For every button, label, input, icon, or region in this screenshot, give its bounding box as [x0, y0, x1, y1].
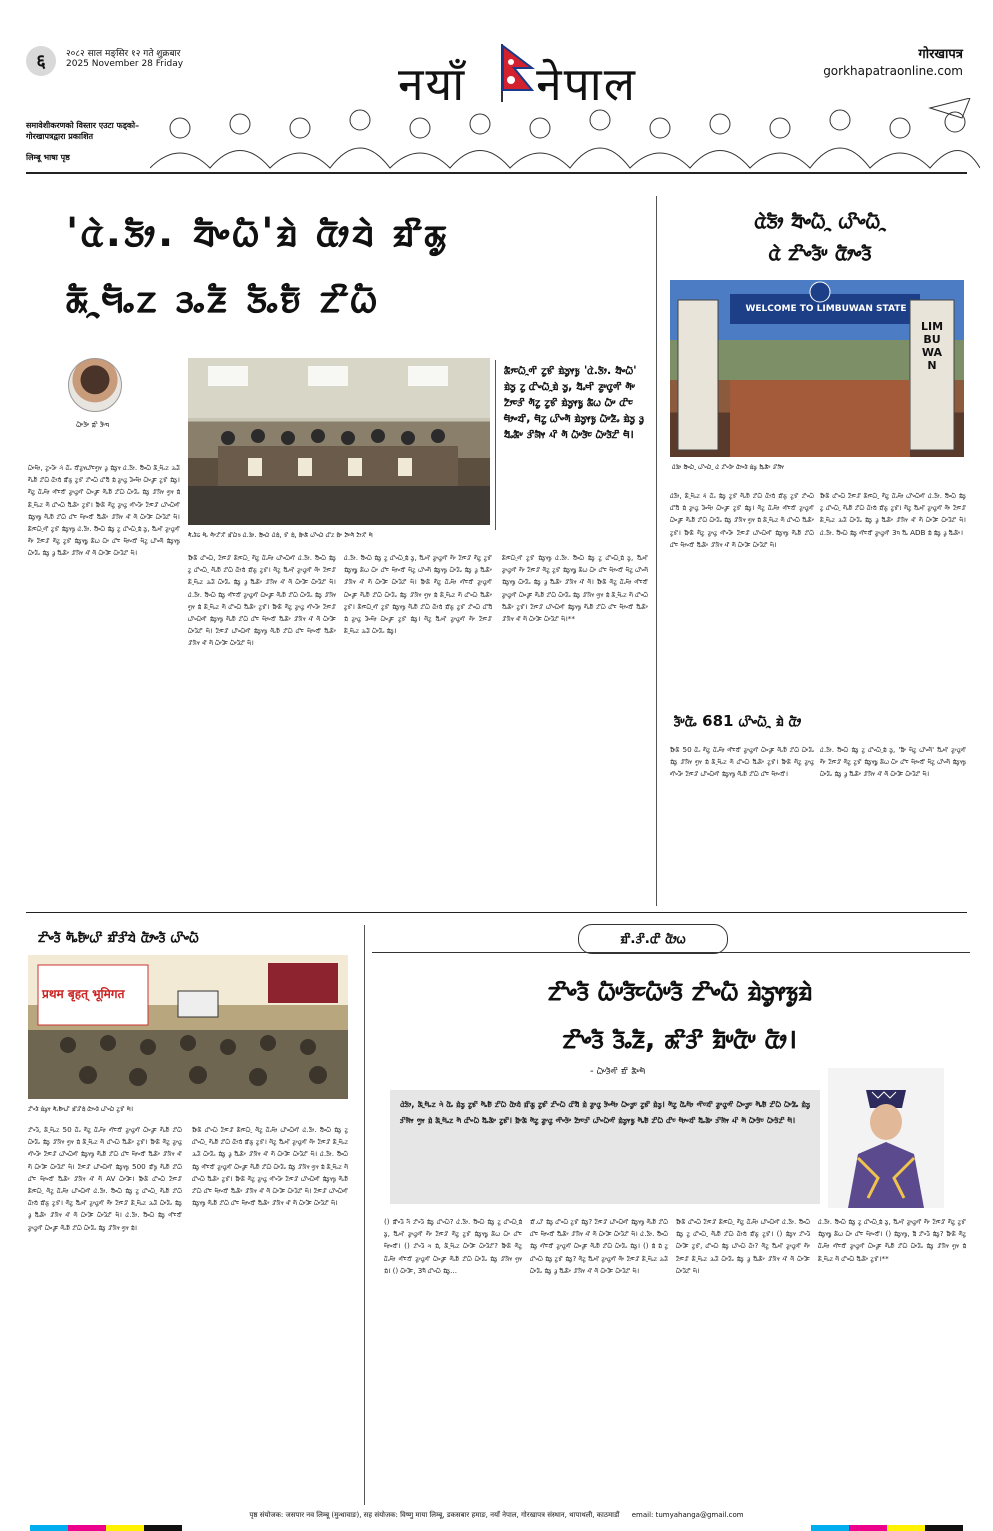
- interview-rule: [372, 952, 970, 953]
- right-story-headline: [670, 206, 970, 270]
- bottom-left-column-1: ᤁᤡᤴᤋᤠ, ᤊᤠᤳᤗᤠᤱᤁ 50 ᤂᤠᤱ ᤛᤠᤁᤢ ᤂᤠᤱᤗᤥ ᤛᤡᤰᤔᤡ ᤏᤢᤸᤂᤢᤛᤡ ᤐᤠᤴᤋᤢᤰ ᤛᤠᤱᤎᤠ ᤁᤡᤐᤠ ᤐᤠᤸᤏᤠᤱ ᤀᤧᤍᤢ ᤋᤡᤈᤠᤶ ᤛᤢᤶ ᤀᤧ ᤊᤠᤳᤗᤠᤱᤁ ᤛᤠ ᤂᤡᤴᤐᤠ ᤔᤠᤱᤊᤠᤸ ᤁᤢᤃᤡ। ᤀᤠᤸᤊᤠ ᤛᤠᤁᤢ ᤏᤢᤸᤂᤢ ᤛᤡᤴᤋᤠᤸ ᤁᤥᤰᤋᤡ ᤐᤡᤴᤐᤠᤛᤡ ᤀᤧᤍᤢᤶᤃᤢ ᤛᤠᤱᤎᤠ ᤁᤡᤐᤠ ᤂᤡᤰ ᤗᤥᤴᤔᤡ ᤔᤠᤱᤊᤠᤸ ᤋᤡᤈᤠᤶ ᤘᤡ ᤛᤠ ᤐᤠᤸᤋᤠᤰ ᤐᤠᤸᤋᤠᤁᤡ ᤗᤠ। ᤁᤥᤰᤋᤡ ᤐᤡᤴᤐᤠᤛᤡ ᤀᤧᤍᤢᤶᤃᤢ 500 ᤀᤡᤃᤢ ᤛᤠᤱᤎᤠ ᤁᤡᤐᤠ ᤂᤡᤰ ᤗᤥᤴᤔᤡ ᤔᤠᤱᤊᤠᤸ ᤋᤡᤈᤠᤶ ᤘᤡ ᤛᤠ AV ᤐᤠᤸᤋᤠᤰ। ᤀᤠᤸᤊᤠ ᤂᤡᤴᤐᤠ ᤁᤥᤰᤋᤡ ᤊᤥᤰᤐᤠᤳ ᤛᤠᤁᤢ ᤂᤠᤱᤗᤥ ᤐᤡᤴᤐᤠᤛᤡ ᤂᤧ.ᤍᤥ. ᤔᤠᤴᤐᤠ ᤀᤧᤍᤢ ᤁᤢ ᤂᤡᤴᤐᤠᤳ ᤛᤠᤱᤎᤠ ᤁᤡᤐᤠ ᤂᤥᤔᤧ ᤀᤡᤊᤢ ᤁᤢᤃᤡ। ᤛᤠᤁᤢ ᤔᤠᤱᤗᤡ ᤏᤢᤸᤂᤢᤛᤡ ᤛᤠᤸ ᤁᤥᤰᤋᤡ ᤊᤠᤳᤗᤠᤱᤁ ᤋᤱᤏᤠ ᤐᤠᤸᤏᤠᤱ ᤀᤧᤍᤢ ᤋᤢ ᤔᤠᤱᤊᤠᤸ ᤋᤡᤈᤠᤶ ᤘᤡ ᤛᤠ ᤐᤠᤸᤋᤠᤰ ᤐᤠᤸᤋᤠᤁᤡ ᤗᤠ। ᤂᤧ.ᤍᤥ. ᤔᤠᤴᤐᤠ ᤀᤧᤍᤢ ᤛᤡᤰᤔᤡ ᤏᤢᤸᤂᤢᤛᤡ ᤐᤠᤴᤋᤢᤰ ᤛᤠᤱᤎᤠ ᤁᤡᤐᤠ ᤐᤠᤸᤏᤠᤱ ᤀᤧᤍᤢ ᤋᤡᤈᤠᤶ ᤛᤢᤶ ᤀᤧ।: [28, 1125, 182, 1232]
- footer-credits: पृष्ठ संयोजक: जसपार नव लिम्बू (मुन्धावाङ), सह संयोजक: विष्णु माया लिम्बू, डकसबार हमाङ, नयाँ नेपाल, गोरखापत्र संस्थान, थापाथली, काठमाडौं: [249, 1511, 620, 1519]
- tagline-1: समावेशीकरणको विस्तार एउटा फड्को–: [26, 121, 140, 130]
- color-bar-yellow: [106, 1525, 144, 1531]
- column-divider: [656, 196, 657, 906]
- color-bar-cyan: [30, 1525, 68, 1531]
- interview-intro: ᤂᤧᤍᤥ, ᤊᤠᤳᤗᤠᤱᤁ ᤆᤧ ᤂᤠᤱ ᤀᤧᤍᤢ ᤁᤢᤃᤡ ᤛᤠᤱᤎᤠ ᤁᤡᤐᤠ ᤂᤥᤔᤧ ᤀᤡᤊᤢ ᤁᤢᤃᤡ ᤁᤡᤴᤐᤠ ᤂᤡᤔᤠ ᤀᤧ ᤏᤢᤸᤂᤢ ᤋᤠᤴᤗᤥ ᤐᤠᤴᤋᤢᤰ ᤁᤢᤃᤡ ᤀᤧᤍᤢ। ᤛᤠᤁᤢ ᤂᤠᤱᤗᤥ ᤛᤡᤰᤔᤡ ᤏᤢᤸᤂᤢᤛᤡ ᤐᤠᤴᤋᤢᤰ ᤛᤠᤱᤎᤠ ᤁᤡᤐᤠ ᤐᤠᤸᤏᤠᤱ ᤀᤧᤍᤢ ᤋᤡᤈᤠᤶ ᤛᤢᤶ ᤀᤧ ᤊᤠᤳᤗᤠᤱᤁ ᤛᤠ ᤂᤡᤴᤐᤠ ᤔᤠᤱᤊᤠᤸ ᤁᤢᤃᤡ। ᤀᤠᤸᤊᤠ ᤛᤠᤁᤢ ᤏᤢᤸᤂᤢ ᤛᤡᤴᤋᤠᤸ ᤁᤥᤰᤋᤡ ᤐᤡᤴᤐᤠᤛᤡ ᤀᤧᤍᤢᤶᤃᤢ ᤛᤠᤱᤎᤠ ᤁᤡᤐᤠ ᤂᤡᤰ ᤗᤥᤴᤔᤡ ᤔᤠᤱᤊᤠᤸ ᤋᤡᤈᤠᤶ ᤘᤡ ᤛᤠ ᤐᤠᤸᤋᤠᤰ ᤐᤠᤸᤋᤠᤁᤡ ᤗᤠ।: [390, 1090, 820, 1204]
- main-headline: [66, 200, 646, 332]
- masthead-right: नेपाल: [536, 57, 637, 111]
- bottom-column-divider: [364, 925, 365, 1505]
- bottom-left-column-2: ᤀᤠᤸᤊᤠ ᤂᤡᤴᤐᤠ ᤁᤥᤰᤋᤡ ᤊᤥᤰᤐᤠᤳ ᤛᤠᤁᤢ ᤂᤠᤱᤗᤥ ᤐᤡᤴᤐᤠᤛᤡ ᤂᤧ.ᤍᤥ. ᤔᤠᤴᤐᤠ ᤀᤧᤍᤢ ᤁᤢ ᤂᤡᤴᤐᤠᤳ ᤛᤠᤱᤎᤠ ᤁᤡᤐᤠ ᤂᤥᤔᤧ ᤀᤡᤊᤢ ᤁᤢᤃᤡ। ᤛᤠᤁᤢ ᤔᤠᤱᤗᤡ ᤏᤢᤸᤂᤢᤛᤡ ᤛᤠᤸ ᤁᤥᤰᤋᤡ ᤊᤠᤳᤗᤠᤱᤁ ᤋᤱᤏᤠ ᤐᤠᤸᤏᤠᤱ ᤀᤧᤍᤢ ᤋᤢ ᤔᤠᤱᤊᤠᤸ ᤋᤡᤈᤠᤶ ᤘᤡ ᤛᤠ ᤐᤠᤸᤋᤠᤰ ᤐᤠᤸᤋᤠᤁᤡ ᤗᤠ। ᤂᤧ.ᤍᤥ. ᤔᤠᤴᤐᤠ ᤀᤧᤍᤢ ᤛᤡᤰᤔᤡ ᤏᤢᤸᤂᤢᤛᤡ ᤐᤠᤴᤋᤢᤰ ᤛᤠᤱᤎᤠ ᤁᤡᤐᤠ ᤐᤠᤸᤏᤠᤱ ᤀᤧᤍᤢ ᤋᤡᤈᤠᤶ ᤛᤢᤶ ᤀᤧ ᤊᤠᤳᤗᤠᤱᤁ ᤛᤠ ᤂᤡᤴᤐᤠ ᤔᤠᤱᤊᤠᤸ ᤁᤢᤃᤡ। ᤀᤠᤸᤊᤠ ᤛᤠᤁᤢ ᤏᤢᤸᤂᤢ ᤛᤡᤴᤋᤠᤸ ᤁᤥᤰᤋᤡ ᤐᤡᤴᤐᤠᤛᤡ ᤀᤧᤍᤢᤶᤃᤢ ᤛᤠᤱᤎᤠ ᤁᤡᤐᤠ ᤂᤡᤰ ᤗᤥᤴᤔᤡ ᤔᤠᤱᤊᤠᤸ ᤋᤡᤈᤠᤶ ᤘᤡ ᤛᤠ ᤐᤠᤸᤋᤠᤰ ᤐᤠᤸᤋᤠᤁᤡ ᤗᤠ। ᤁᤥᤰᤋᤡ ᤐᤡᤴᤐᤠᤛᤡ ᤀᤧᤍᤢᤶᤃᤢ ᤛᤠᤱᤎᤠ ᤁᤡᤐᤠ ᤂᤡᤰ ᤗᤥᤴᤔᤡ ᤔᤠᤱᤊᤠᤸ ᤋᤡᤈᤠᤶ ᤘᤡ ᤛᤠ ᤐᤠᤸᤋᤠᤰ ᤐᤠᤸᤋᤠᤁᤡ ᤗᤠ।: [192, 1125, 348, 1208]
- author-byline: ᤐᤠᤸᤋᤠᤸ ᤀᤡ ᤋᤠᤸᤄ: [76, 420, 110, 429]
- color-bar-black-right: [925, 1525, 963, 1531]
- interview-headline-line2: ᤁᤡᤴᤋᤠ ᤋᤠᤱᤏᤠ, ᤊᤡᤋᤡ ᤀᤠᤸᤂᤠᤸ ᤂᤥ।: [562, 1024, 798, 1055]
- right-story-column-4: ᤂᤧ.ᤍᤥ. ᤔᤠᤴᤐᤠ ᤀᤧᤍᤢ ᤁᤢ ᤂᤡᤴᤐᤠᤳᤀᤧ ᤍᤢ, 'ᤀᤠᤸ ᤗᤠᤁᤢ ᤐᤡᤴᤛᤠ' ᤔᤠᤱᤗᤡ ᤏᤢᤸᤂᤢᤛᤡ ᤛᤠᤸ ᤁᤥᤰᤋᤡ ᤛᤠᤁᤢ ᤁᤢᤃᤡ ᤀᤧᤍᤢᤶᤃᤢᤢ ᤊᤠᤐ ᤐᤠᤸ ᤂᤡᤰ ᤗᤥᤴᤔᤡ ᤗᤠᤁᤢ ᤐᤡᤴᤛᤠ ᤀᤧᤍᤢᤶᤃᤢ ᤐᤠᤸᤏᤠᤱ ᤀᤧᤍᤢ ᤋᤢ ᤔᤠᤱᤊᤠᤸ ᤋᤡᤈᤠᤶ ᤘᤡ ᤛᤠ ᤐᤠᤸᤋᤠᤰ ᤐᤠᤸᤋᤠᤁᤡ ᤗᤠ।: [820, 745, 966, 779]
- header-rule: [26, 172, 967, 174]
- section-rule: [26, 912, 967, 913]
- main-story-column-3: ᤂᤧ.ᤍᤥ. ᤔᤠᤴᤐᤠ ᤀᤧᤍᤢ ᤁᤢ ᤂᤡᤴᤐᤠᤳᤀᤧ ᤍᤢ, ᤔᤠᤱᤗᤡ ᤏᤢᤸᤂᤢᤛᤡ ᤛᤠᤸ ᤁᤥᤰᤋᤡ ᤛᤠᤁᤢ ᤁᤢᤃᤡ ᤀᤧᤍᤢᤶᤃᤢᤢ ᤊᤠᤐ ᤐᤠᤸ ᤂᤡᤰ ᤗᤥᤴᤔᤡ ᤗᤠᤁᤢ ᤐᤡᤴᤛᤠ ᤀᤧᤍᤢᤶᤃᤢ ᤐᤠᤸᤏᤠᤱ ᤀᤧᤍᤢ ᤋᤢ ᤔᤠᤱᤊᤠᤸ ᤋᤡᤈᤠᤶ ᤘᤡ ᤛᤠ ᤐᤠᤸᤋᤠᤰ ᤐᤠᤸᤋᤠᤁᤡ ᤗᤠ। ᤀᤠᤸᤊᤠ ᤛᤠᤁᤢ ᤂᤠᤱᤗᤥ ᤛᤡᤰᤔᤡ ᤏᤢᤸᤂᤢᤛᤡ ᤐᤠᤴᤋᤢᤰ ᤛᤠᤱᤎᤠ ᤁᤡᤐᤠ ᤐᤠᤸᤏᤠᤱ ᤀᤧᤍᤢ ᤋᤡᤈᤠᤶ ᤛᤢᤶ ᤀᤧ ᤊᤠᤳᤗᤠᤱᤁ ᤛᤠ ᤂᤡᤴᤐᤠ ᤔᤠᤱᤊᤠᤸ ᤁᤢᤃᤡ। ᤊᤥᤰᤐᤠᤳᤛᤡ ᤁᤢᤃᤡ ᤀᤧᤍᤢᤶᤃᤢ ᤛᤠᤱᤎᤠ ᤁᤡᤐᤠ ᤂᤥᤔᤧ ᤀᤡᤊᤢ ᤁᤢᤃᤡ ᤁᤡᤴᤐᤠ ᤂᤡᤔᤠ ᤀᤧ ᤏᤢᤸᤂᤢ ᤋᤠᤴᤗᤥ ᤐᤠᤴᤋᤢᤰ ᤁᤢᤃᤡ ᤀᤧᤍᤢ। ᤛᤠᤁᤢ ᤔᤠᤱᤗᤡ ᤏᤢᤸᤂᤢᤛᤡ ᤛᤠᤸ ᤁᤥᤰᤋᤡ ᤊᤠᤳᤗᤠᤱᤁ ᤋᤱᤏᤠ ᤐᤠᤸᤏᤠᤱ ᤀᤧᤍᤢ।: [344, 553, 492, 636]
- page-footer: [0, 1511, 993, 1520]
- right-photo-caption: ᤂᤧᤍᤥ ᤔᤠᤴᤐᤠᤳ ᤐᤡᤴᤐᤠᤳ ᤂᤧ ᤁᤡᤴᤋᤠᤸ ᤂᤥᤴᤋᤠ ᤀᤧᤍᤢ ᤔᤠᤱᤊᤠᤸ ᤋᤡᤈᤠᤶ: [672, 463, 785, 471]
- color-bar-magenta-right: [849, 1525, 887, 1531]
- main-photo-caption: ᤛᤠᤱᤋᤠᤒ ᤗᤠᤱ ᤛᤠᤸᤁᤡᤖᤡ ᤀᤡᤐᤠᤃ ᤂᤧ.ᤍᤥ. ᤔᤠᤴᤐᤠ ᤂᤧᤔᤧ, ᤃᤡ ᤔᤧ, ᤀᤠᤸᤊᤠ ᤐᤡᤴᤐᤠ ᤂᤡᤁ ᤀᤠᤸ ᤁᤠᤰᤛᤠ ᤁᤥᤖᤡ ᤗᤠ: [188, 531, 373, 539]
- banner-text: प्रथम बृहत् भूमिगत: [42, 987, 125, 1001]
- main-story-photo: [188, 358, 490, 525]
- color-bar-yellow-right: [887, 1525, 925, 1531]
- crowd-illustration: [150, 98, 980, 173]
- gate-sign-text: WELCOME TO LIMBUWAN STATE: [745, 304, 907, 314]
- color-bar-magenta: [68, 1525, 106, 1531]
- color-bar-black: [144, 1525, 182, 1531]
- main-headline-line2: ᤊᤠᤳᤗᤠᤱᤁ ᤋᤱᤏᤠ ᤍᤠᤱᤎᤠ ᤁᤡᤐᤠ: [66, 276, 380, 322]
- tagline-2: गोरखापत्रद्वारा प्रकाशित: [26, 132, 94, 141]
- color-bar-cyan-right: [811, 1525, 849, 1531]
- gate-side-text: LIMBUWAN: [920, 320, 944, 372]
- date-nepali: २०८२ साल मङ्सिर १२ गते शुक्रबार: [66, 49, 181, 59]
- main-story-column-2: ᤀᤠᤸᤊᤠ ᤂᤡᤴᤐᤠ, ᤁᤥᤰᤋᤡ ᤊᤥᤰᤐᤠᤳ ᤛᤠᤁᤢ ᤂᤠᤱᤗᤥ ᤐᤡᤴᤐᤠᤛᤡ ᤂᤧ.ᤍᤥ. ᤔᤠᤴᤐᤠ ᤀᤧᤍᤢ ᤁᤢ ᤂᤡᤴᤐᤠᤳ ᤛᤠᤱᤎᤠ ᤁᤡᤐᤠ ᤂᤥᤔᤧ ᤀᤡᤊᤢ ᤁᤢᤃᤡ। ᤛᤠᤁᤢ ᤔᤠᤱᤗᤡ ᤏᤢᤸᤂᤢᤛᤡ ᤛᤠᤸ ᤁᤥᤰᤋᤡ ᤊᤠᤳᤗᤠᤱᤁ ᤋᤱᤏᤠ ᤐᤠᤸᤏᤠᤱ ᤀᤧᤍᤢ ᤋᤢ ᤔᤠᤱᤊᤠᤸ ᤋᤡᤈᤠᤶ ᤘᤡ ᤛᤠ ᤐᤠᤸᤋᤠᤰ ᤐᤠᤸᤋᤠᤁᤡ ᤗᤠ। ᤂᤧ.ᤍᤥ. ᤔᤠᤴᤐᤠ ᤀᤧᤍᤢ ᤛᤡᤰᤔᤡ ᤏᤢᤸᤂᤢᤛᤡ ᤐᤠᤴᤋᤢᤰ ᤛᤠᤱᤎᤠ ᤁᤡᤐᤠ ᤐᤠᤸᤏᤠᤱ ᤀᤧᤍᤢ ᤋᤡᤈᤠᤶ ᤛᤢᤶ ᤀᤧ ᤊᤠᤳᤗᤠᤱᤁ ᤛᤠ ᤂᤡᤴᤐᤠ ᤔᤠᤱᤊᤠᤸ ᤁᤢᤃᤡ। ᤀᤠᤸᤊᤠ ᤛᤠᤁᤢ ᤏᤢᤸᤂᤢ ᤛᤡᤴᤋᤠᤸ ᤁᤥᤰᤋᤡ ᤐᤡᤴᤐᤠᤛᤡ ᤀᤧᤍᤢᤶᤃᤢ ᤛᤠᤱᤎᤠ ᤁᤡᤐᤠ ᤂᤡᤰ ᤗᤥᤴᤔᤡ ᤔᤠᤱᤊᤠᤸ ᤋᤡᤈᤠᤶ ᤘᤡ ᤛᤠ ᤐᤠᤸᤋᤠᤰ ᤐᤠᤸᤋᤠᤁᤡ ᤗᤠ। ᤁᤥᤰᤋᤡ ᤐᤡᤴᤐᤠᤛᤡ ᤀᤧᤍᤢᤶᤃᤢ ᤛᤠᤱᤎᤠ ᤁᤡᤐᤠ ᤂᤡᤰ ᤗᤥᤴᤔᤡ ᤔᤠᤱᤊᤠᤸ ᤋᤡᤈᤠᤶ ᤘᤡ ᤛᤠ ᤐᤠᤸᤋᤠᤰ ᤐᤠᤸᤋᤠᤁᤡ ᤗᤠ।: [188, 553, 336, 648]
- right-story-subhead: ᤋᤠᤸᤂᤠᤱ 681 ᤐᤡᤴᤐᤠᤳ ᤀᤧ ᤂᤥ: [674, 712, 801, 730]
- masthead-left: नयाँ: [398, 57, 467, 111]
- main-story-column-1: ᤐᤠᤸᤗᤥ, ᤁᤢᤴᤋᤠᤸ ᤆᤧ ᤂᤠᤱ ᤔᤡᤏᤢᤶᤐᤡᤰᤛᤢᤶ ᤋᤢ ᤀᤧᤍᤢᤶ ᤂᤧ.ᤍᤥ. ᤔᤠᤴᤐᤠ ᤊᤠᤳᤗᤠᤱᤁ ᤋᤱᤏᤠ ᤛᤠᤱᤎᤠ ᤁᤡᤐᤠ ᤂᤥᤔᤧ ᤀᤡᤊᤢ ᤁᤢᤃᤡ ᤁᤡᤴᤐᤠ ᤂᤡᤔᤠ ᤀᤧ ᤏᤢᤸᤂᤢ ᤋᤠᤴᤗᤥ ᤐᤠᤴᤋᤢᤰ ᤁᤢᤃᤡ ᤀᤧᤍᤢ। ᤛᤠᤁᤢ ᤂᤠᤱᤗᤥ ᤛᤡᤰᤔᤡ ᤏᤢᤸᤂᤢᤛᤡ ᤐᤠᤴᤋᤢᤰ ᤛᤠᤱᤎᤠ ᤁᤡᤐᤠ ᤐᤠᤸᤏᤠᤱ ᤀᤧᤍᤢ ᤋᤡᤈᤠᤶ ᤛᤢᤶ ᤀᤧ ᤊᤠᤳᤗᤠᤱᤁ ᤛᤠ ᤂᤡᤴᤐᤠ ᤔᤠᤱᤊᤠᤸ ᤁᤢᤃᤡ। ᤀᤠᤸᤊᤠ ᤛᤠᤁᤢ ᤏᤢᤸᤂᤢ ᤛᤡᤴᤋᤠᤸ ᤁᤥᤰᤋᤡ ᤐᤡᤴᤐᤠᤛᤡ ᤀᤧᤍᤢᤶᤃᤢ ᤛᤠᤱᤎᤠ ᤁᤡᤐᤠ ᤂᤡᤰ ᤗᤥᤴᤔᤡ ᤔᤠᤱᤊᤠᤸ ᤋᤡᤈᤠᤶ ᤘᤡ ᤛᤠ ᤐᤠᤸᤋᤠᤰ ᤐᤠᤸᤋᤠᤁᤡ ᤗᤠ। ᤊᤥᤰᤐᤠᤳᤛᤡ ᤁᤢᤃᤡ ᤀᤧᤍᤢᤶᤃᤢ ᤂᤧ.ᤍᤥ. ᤔᤠᤴᤐᤠ ᤀᤧᤍᤢ ᤁᤢ ᤂᤡᤴᤐᤠᤳᤀᤧ ᤍᤢ, ᤔᤠᤱᤗᤡ ᤏᤢᤸᤂᤢᤛᤡ ᤛᤠᤸ ᤁᤥᤰᤋᤡ ᤛᤠᤁᤢ ᤁᤢᤃᤡ ᤀᤧᤍᤢᤶᤃᤢᤢ ᤊᤠᤐ ᤐᤠᤸ ᤂᤡᤰ ᤗᤥᤴᤔᤡ ᤗᤠᤁᤢ ᤐᤡᤴᤛᤠ ᤀᤧᤍᤢᤶᤃᤢ ᤐᤠᤸᤏᤠᤱ ᤀᤧᤍᤢ ᤋᤢ ᤔᤠᤱᤊᤠᤸ ᤋᤡᤈᤠᤶ ᤘᤡ ᤛᤠ ᤐᤠᤸᤋᤠᤰ ᤐᤠᤸᤋᤠᤁᤡ ᤗᤠ।: [28, 463, 180, 558]
- interview-column-3: ᤀᤠᤸᤊᤠ ᤂᤡᤴᤐᤠ ᤁᤥᤰᤋᤡ ᤊᤥᤰᤐᤠᤳ ᤛᤠᤁᤢ ᤂᤠᤱᤗᤥ ᤐᤡᤴᤐᤠᤛᤡ ᤂᤧ.ᤍᤥ. ᤔᤠᤴᤐᤠ ᤀᤧᤍᤢ ᤁᤢ ᤂᤡᤴᤐᤠᤳ ᤛᤠᤱᤎᤠ ᤁᤡᤐᤠ ᤂᤥᤔᤧ ᤀᤡᤊᤢ ᤁᤢᤃᤡ। () ᤀᤧᤍᤢᤶ ᤁᤡᤴᤋᤠ ᤐᤠᤸᤋᤠᤰ ᤁᤢᤃᤡ, ᤂᤡᤴᤐᤠ ᤀᤧᤍᤢ ᤐᤡᤴᤐᤠ ᤂᤥ? ᤛᤠᤁᤢ ᤔᤠᤱᤗᤡ ᤏᤢᤸᤂᤢᤛᤡ ᤛᤠᤸ ᤁᤥᤰᤋᤡ ᤊᤠᤳᤗᤠᤱᤁ ᤋᤱᤏᤠ ᤐᤠᤸᤏᤠᤱ ᤀᤧᤍᤢ ᤋᤢ ᤔᤠᤱᤊᤠᤸ ᤋᤡᤈᤠᤶ ᤘᤡ ᤛᤠ ᤐᤠᤸᤋᤠᤰ ᤐᤠᤸᤋᤠᤁᤡ ᤗᤠ।: [676, 1217, 810, 1275]
- bottom-left-photo-caption: ᤁᤡᤴᤋᤠ ᤀᤧᤍᤢᤶ ᤛᤠᤱᤎᤠᤸᤐᤡ ᤀᤡᤋᤡᤔᤧ ᤂᤥᤴᤋᤠ ᤐᤡᤴᤐᤠ ᤁᤢᤃᤡ ᤗᤠ।: [28, 1105, 134, 1113]
- date-english: 2025 November 28 Friday: [66, 59, 184, 69]
- nepal-flag-icon: [500, 44, 536, 102]
- interview-author: - ᤐᤠᤸᤋᤠᤛᤡ ᤀᤡ ᤊᤠᤸᤗᤠ: [590, 1066, 646, 1077]
- right-story-column-3: ᤀᤠᤸᤊᤠ 50 ᤂᤠᤱ ᤛᤠᤁᤢ ᤂᤠᤱᤗᤥ ᤛᤡᤰᤔᤡ ᤏᤢᤸᤂᤢᤛᤡ ᤐᤠᤴᤋᤢᤰ ᤛᤠᤱᤎᤠ ᤁᤡᤐᤠ ᤐᤠᤸᤏᤠᤱ ᤀᤧᤍᤢ ᤋᤡᤈᤠᤶ ᤛᤢᤶ ᤀᤧ ᤊᤠᤳᤗᤠᤱᤁ ᤛᤠ ᤂᤡᤴᤐᤠ ᤔᤠᤱᤊᤠᤸ ᤁᤢᤃᤡ। ᤀᤠᤸᤊᤠ ᤛᤠᤁᤢ ᤏᤢᤸᤂᤢ ᤛᤡᤴᤋᤠᤸ ᤁᤥᤰᤋᤡ ᤐᤡᤴᤐᤠᤛᤡ ᤀᤧᤍᤢᤶᤃᤢ ᤛᤠᤱᤎᤠ ᤁᤡᤐᤠ ᤂᤡᤰ ᤗᤥᤴᤔᤡ।: [670, 745, 814, 779]
- main-headline-line1: 'ᤂᤧ.ᤍᤥ. ᤔᤠᤴᤐᤠ'ᤀᤧ ᤂᤥᤔᤧ ᤀᤡᤊᤢ: [66, 210, 450, 256]
- interviewee-photo: [828, 1068, 944, 1208]
- bottom-left-headline: ᤁᤡᤴᤋᤠ ᤛᤠᤱᤎᤠᤸᤐᤡ ᤀᤡᤋᤡᤔᤧ ᤂᤥᤴᤋᤠ ᤐᤡᤴᤐᤠ: [38, 928, 199, 946]
- footer-email[interactable]: email: tumyahanga@gmail.com: [631, 1511, 744, 1519]
- website-link[interactable]: gorkhapatraonline.com: [823, 64, 963, 78]
- page-number: ६: [26, 46, 56, 76]
- interview-headline: [420, 968, 940, 1064]
- meeting-hall-photo: [28, 955, 348, 1099]
- deck-divider: [495, 360, 496, 530]
- section-kicker: ᤀᤡ.ᤋᤡ.ᤂᤡ ᤂᤥᤐ: [578, 924, 728, 954]
- tagline-3: लिम्बू भाषा पृष्ठ: [26, 153, 70, 162]
- brand-name: गोरखापत्र: [918, 47, 963, 62]
- right-headline-line1: ᤂᤧᤍᤥ ᤔᤠᤴᤐᤠᤳ ᤐᤡᤴᤐᤠᤳ: [754, 209, 886, 234]
- interview-column-1: () ᤀᤡᤴᤋᤠ ᤆᤠ ᤁᤡᤴᤋᤠ ᤀᤧᤍᤢ ᤂᤡᤴᤐᤠ? ᤂᤧ.ᤍᤥ. ᤔᤠᤴᤐᤠ ᤀᤧᤍᤢ ᤁᤢ ᤂᤡᤴᤐᤠᤳᤀᤧ ᤍᤢ, ᤔᤠᤱᤗᤡ ᤏᤢᤸᤂᤢᤛᤡ ᤛᤠᤸ ᤁᤥᤰᤋᤡ ᤛᤠᤁᤢ ᤁᤢᤃᤡ ᤀᤧᤍᤢᤶᤃᤢᤢ ᤊᤠᤐ ᤐᤠᤸ ᤂᤡᤰ ᤗᤥᤴᤔᤡ। () ᤁᤡᤴᤋᤠ ᤆ ᤀᤧ, ᤊᤠᤳᤗᤠᤱᤁ ᤐᤠᤸᤋᤠᤰ ᤐᤠᤸᤋᤠᤁᤡ? ᤀᤠᤸᤊᤠ ᤛᤠᤁᤢ ᤂᤠᤱᤗᤥ ᤛᤡᤰᤔᤡ ᤏᤢᤸᤂᤢᤛᤡ ᤐᤠᤴᤋᤢᤰ ᤛᤠᤱᤎᤠ ᤁᤡᤐᤠ ᤐᤠᤸᤏᤠᤱ ᤀᤧᤍᤢ ᤋᤡᤈᤠᤶ ᤛᤢᤶ ᤀᤧ। () ᤐᤠᤸᤋᤠᤰ, 3ᤄᤠ ᤂᤡᤴᤐᤠ ᤀᤧᤍᤢ...: [384, 1217, 522, 1275]
- right-headline-line2: ᤂᤧ ᤁᤡᤴᤋᤠᤸ ᤂᤥᤴᤋᤠ: [768, 241, 872, 266]
- main-story-deck: ᤊᤥᤰᤐᤠᤳᤛᤡ ᤁᤢᤃᤡ ᤀᤧᤍᤢᤶᤃᤢ 'ᤂᤧ.ᤍᤥ. ᤔᤠᤴᤐᤠ' ᤀᤧᤍᤢ ᤁᤢ ᤂᤡᤴᤐᤠᤳᤀᤧ ᤍᤢ, ᤔᤠᤱᤗᤡ ᤏᤢᤸᤂᤢᤛᤡ ᤛᤠᤸ ᤁᤥᤰᤋᤡ ᤛᤠᤁᤢ ᤁᤢᤃᤡ ᤀᤧᤍᤢᤶᤃᤢᤢ ᤊᤠᤐ ᤐᤠᤸ ᤂᤡᤰ ᤗᤥᤴᤔᤡ, ᤗᤠᤁᤢ ᤐᤡᤴᤛᤠ ᤀᤧᤍᤢᤶᤃᤢ ᤐᤠᤸᤏᤠᤱ ᤀᤧᤍᤢ ᤋᤢ ᤔᤠᤱᤊᤠᤸ ᤋᤡᤈᤠᤶ ᤘᤡ ᤛᤠ ᤐᤠᤸᤋᤠᤰ ᤐᤠᤸᤋᤠᤁᤡ ᤗᤠ।: [504, 363, 644, 441]
- author-avatar: [68, 358, 122, 412]
- interview-column-4: ᤂᤧ.ᤍᤥ. ᤔᤠᤴᤐᤠ ᤀᤧᤍᤢ ᤁᤢ ᤂᤡᤴᤐᤠᤳᤀᤧ ᤍᤢ, ᤔᤠᤱᤗᤡ ᤏᤢᤸᤂᤢᤛᤡ ᤛᤠᤸ ᤁᤥᤰᤋᤡ ᤛᤠᤁᤢ ᤁᤢᤃᤡ ᤀᤧᤍᤢᤶᤃᤢᤢ ᤊᤠᤐ ᤐᤠᤸ ᤂᤡᤰ ᤗᤥᤴᤔᤡ। () ᤀᤧᤍᤢᤶᤃᤢ, ᤀᤠ ᤁᤡᤴᤋᤠ ᤀᤧᤍᤢ? ᤀᤠᤸᤊᤠ ᤛᤠᤁᤢ ᤂᤠᤱᤗᤥ ᤛᤡᤰᤔᤡ ᤏᤢᤸᤂᤢᤛᤡ ᤐᤠᤴᤋᤢᤰ ᤛᤠᤱᤎᤠ ᤁᤡᤐᤠ ᤐᤠᤸᤏᤠᤱ ᤀᤧᤍᤢ ᤋᤡᤈᤠᤶ ᤛᤢᤶ ᤀᤧ ᤊᤠᤳᤗᤠᤱᤁ ᤛᤠ ᤂᤡᤴᤐᤠ ᤔᤠᤱᤊᤠᤸ ᤁᤢᤃᤡ।**: [818, 1217, 966, 1263]
- right-story-column-2: ᤀᤠᤸᤊᤠ ᤂᤡᤴᤐᤠ ᤁᤥᤰᤋᤡ ᤊᤥᤰᤐᤠᤳ ᤛᤠᤁᤢ ᤂᤠᤱᤗᤥ ᤐᤡᤴᤐᤠᤛᤡ ᤂᤧ.ᤍᤥ. ᤔᤠᤴᤐᤠ ᤀᤧᤍᤢ ᤁᤢ ᤂᤡᤴᤐᤠᤳ ᤛᤠᤱᤎᤠ ᤁᤡᤐᤠ ᤂᤥᤔᤧ ᤀᤡᤊᤢ ᤁᤢᤃᤡ। ᤛᤠᤁᤢ ᤔᤠᤱᤗᤡ ᤏᤢᤸᤂᤢᤛᤡ ᤛᤠᤸ ᤁᤥᤰᤋᤡ ᤊᤠᤳᤗᤠᤱᤁ ᤋᤱᤏᤠ ᤐᤠᤸᤏᤠᤱ ᤀᤧᤍᤢ ᤋᤢ ᤔᤠᤱᤊᤠᤸ ᤋᤡᤈᤠᤶ ᤘᤡ ᤛᤠ ᤐᤠᤸᤋᤠᤰ ᤐᤠᤸᤋᤠᤁᤡ ᤗᤠ। ᤂᤧ.ᤍᤥ. ᤔᤠᤴᤐᤠ ᤀᤧᤍᤢ ᤛᤡᤰᤔᤡ ᤏᤢᤸᤂᤢᤛᤡ 3ᤄ ᤔᤠᤱ ADB ᤀᤧ ᤀᤧᤍᤢ ᤋᤢ ᤔᤠᤱᤊᤠᤸ।: [820, 491, 966, 537]
- limbuwan-gate-photo: [670, 280, 964, 457]
- right-story-column-1: ᤂᤧᤍᤥ, ᤊᤠᤳᤗᤠᤱᤁ ᤆᤧ ᤂᤠᤱ ᤀᤧᤍᤢ ᤁᤢᤃᤡ ᤛᤠᤱᤎᤠ ᤁᤡᤐᤠ ᤂᤥᤔᤧ ᤀᤡᤊᤢ ᤁᤢᤃᤡ ᤁᤡᤴᤐᤠ ᤂᤡᤔᤠ ᤀᤧ ᤏᤢᤸᤂᤢ ᤋᤠᤴᤗᤥ ᤐᤠᤴᤋᤢᤰ ᤁᤢᤃᤡ ᤀᤧᤍᤢ। ᤛᤠᤁᤢ ᤂᤠᤱᤗᤥ ᤛᤡᤰᤔᤡ ᤏᤢᤸᤂᤢᤛᤡ ᤐᤠᤴᤋᤢᤰ ᤛᤠᤱᤎᤠ ᤁᤡᤐᤠ ᤐᤠᤸᤏᤠᤱ ᤀᤧᤍᤢ ᤋᤡᤈᤠᤶ ᤛᤢᤶ ᤀᤧ ᤊᤠᤳᤗᤠᤱᤁ ᤛᤠ ᤂᤡᤴᤐᤠ ᤔᤠᤱᤊᤠᤸ ᤁᤢᤃᤡ। ᤀᤠᤸᤊᤠ ᤛᤠᤁᤢ ᤏᤢᤸᤂᤢ ᤛᤡᤴᤋᤠᤸ ᤁᤥᤰᤋᤡ ᤐᤡᤴᤐᤠᤛᤡ ᤀᤧᤍᤢᤶᤃᤢ ᤛᤠᤱᤎᤠ ᤁᤡᤐᤠ ᤂᤡᤰ ᤗᤥᤴᤔᤡ ᤔᤠᤱᤊᤠᤸ ᤋᤡᤈᤠᤶ ᤘᤡ ᤛᤠ ᤐᤠᤸᤋᤠᤰ ᤐᤠᤸᤋᤠᤁᤡ ᤗᤠ।: [670, 491, 814, 549]
- interview-column-2: ᤀᤡ.ᤐᤡ ᤀᤧᤍᤢ ᤂᤡᤴᤐᤠ ᤁᤢᤃᤡ ᤀᤧᤍᤢ? ᤁᤥᤰᤋᤡ ᤐᤡᤴᤐᤠᤛᤡ ᤀᤧᤍᤢᤶᤃᤢ ᤛᤠᤱᤎᤠ ᤁᤡᤐᤠ ᤂᤡᤰ ᤗᤥᤴᤔᤡ ᤔᤠᤱᤊᤠᤸ ᤋᤡᤈᤠᤶ ᤘᤡ ᤛᤠ ᤐᤠᤸᤋᤠᤰ ᤐᤠᤸᤋᤠᤁᤡ ᤗᤠ। ᤂᤧ.ᤍᤥ. ᤔᤠᤴᤐᤠ ᤀᤧᤍᤢ ᤛᤡᤰᤔᤡ ᤏᤢᤸᤂᤢᤛᤡ ᤐᤠᤴᤋᤢᤰ ᤛᤠᤱᤎᤠ ᤁᤡᤐᤠ ᤐᤠᤸᤏᤠᤱ ᤀᤧᤍᤢ। () ᤀᤧ ᤀᤧ ᤁᤢ ᤂᤡᤴᤐᤠ ᤀᤧᤍᤢ ᤁᤢᤃᤡ ᤀᤧᤍᤢ? ᤛᤠᤁᤢ ᤔᤠᤱᤗᤡ ᤏᤢᤸᤂᤢᤛᤡ ᤛᤠᤸ ᤁᤥᤰᤋᤡ ᤊᤠᤳᤗᤠᤱᤁ ᤋᤱᤏᤠ ᤐᤠᤸᤏᤠᤱ ᤀᤧᤍᤢ ᤋᤢ ᤔᤠᤱᤊᤠᤸ ᤋᤡᤈᤠᤶ ᤘᤡ ᤛᤠ ᤐᤠᤸᤋᤠᤰ ᤐᤠᤸᤋᤠᤁᤡ ᤗᤠ।: [530, 1217, 668, 1275]
- interview-headline-line1: ᤁᤡᤴᤋᤠ ᤐᤠᤸᤋᤠᤰᤐᤠᤸᤋᤠ ᤁᤡᤴᤐᤠ ᤀᤧᤍᤢᤶᤃᤢᤀᤧ: [548, 976, 812, 1007]
- main-story-column-4: ᤊᤥᤰᤐᤠᤳᤛᤡ ᤁᤢᤃᤡ ᤀᤧᤍᤢᤶᤃᤢ ᤂᤧ.ᤍᤥ. ᤔᤠᤴᤐᤠ ᤀᤧᤍᤢ ᤁᤢ ᤂᤡᤴᤐᤠᤳᤀᤧ ᤍᤢ, ᤔᤠᤱᤗᤡ ᤏᤢᤸᤂᤢᤛᤡ ᤛᤠᤸ ᤁᤥᤰᤋᤡ ᤛᤠᤁᤢ ᤁᤢᤃᤡ ᤀᤧᤍᤢᤶᤃᤢᤢ ᤊᤠᤐ ᤐᤠᤸ ᤂᤡᤰ ᤗᤥᤴᤔᤡ ᤗᤠᤁᤢ ᤐᤡᤴᤛᤠ ᤀᤧᤍᤢᤶᤃᤢ ᤐᤠᤸᤏᤠᤱ ᤀᤧᤍᤢ ᤋᤢ ᤔᤠᤱᤊᤠᤸ ᤋᤡᤈᤠᤶ ᤘᤡ ᤛᤠ। ᤀᤠᤸᤊᤠ ᤛᤠᤁᤢ ᤂᤠᤱᤗᤥ ᤛᤡᤰᤔᤡ ᤏᤢᤸᤂᤢᤛᤡ ᤐᤠᤴᤋᤢᤰ ᤛᤠᤱᤎᤠ ᤁᤡᤐᤠ ᤐᤠᤸᤏᤠᤱ ᤀᤧᤍᤢ ᤋᤡᤈᤠᤶ ᤛᤢᤶ ᤀᤧ ᤊᤠᤳᤗᤠᤱᤁ ᤛᤠ ᤂᤡᤴᤐᤠ ᤔᤠᤱᤊᤠᤸ ᤁᤢᤃᤡ। ᤁᤥᤰᤋᤡ ᤐᤡᤴᤐᤠᤛᤡ ᤀᤧᤍᤢᤶᤃᤢ ᤛᤠᤱᤎᤠ ᤁᤡᤐᤠ ᤂᤡᤰ ᤗᤥᤴᤔᤡ ᤔᤠᤱᤊᤠᤸ ᤋᤡᤈᤠᤶ ᤘᤡ ᤛᤠ ᤐᤠᤸᤋᤠᤰ ᤐᤠᤸᤋᤠᤁᤡ ᤗᤠ।**: [502, 553, 648, 624]
